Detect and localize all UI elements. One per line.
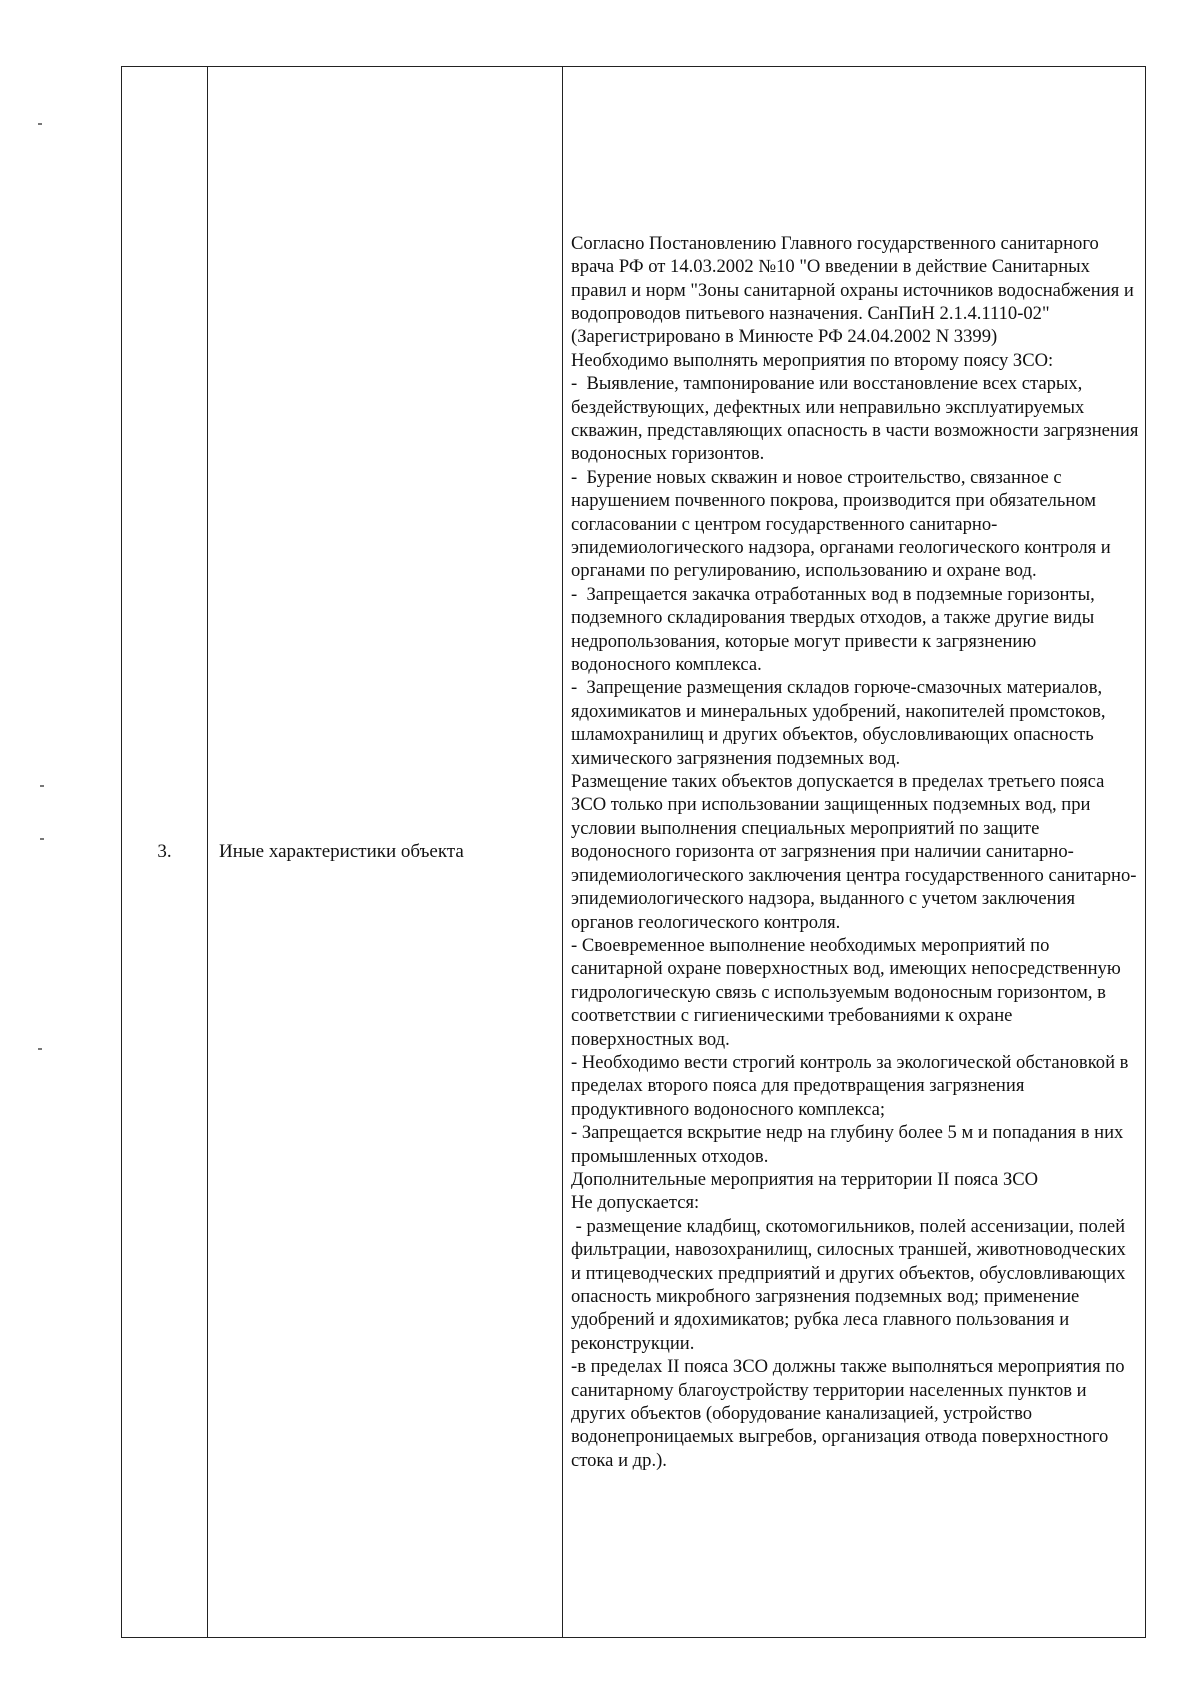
scan-speck bbox=[40, 785, 44, 787]
table-row bbox=[122, 67, 1146, 1638]
description-paragraph: Размещение таких объектов допускается в пределах третьего пояса ЗСО только при использовании защищенных подземных вод, при условии выполнения специальных мероприятий по защите водоносного горизонта от загрязнения при наличии санитарно-эпидемиологического заключения центра государственного санитарно-эпидемиологического надзора, выданного с учетом заключения органов геологического контроля. bbox=[571, 771, 1137, 933]
description-paragraph: - Выявление, тампонирование или восстановление всех старых, бездействующих, дефектных или неправильно эксплуатируемых скважин, представляющих опасность в части возможности загрязнения водоносных горизонтов. bbox=[571, 373, 1144, 465]
description-paragraph: - Запрещается закачка отработанных вод в подземные горизонты, подземного складирования твердых отходов, а также другие виды недропользования, которые могут привести к загрязнению водоносного комплекса. bbox=[571, 583, 1100, 676]
description-paragraph: Необходимо выполнять мероприятия по второму поясу ЗСО: bbox=[571, 349, 1054, 371]
description-paragraph: - Запрещение размещения складов горюче-смазочных материалов, ядохимикатов и минеральных удобрений, накопителей промстоков, шламохранилищ и других объектов, обусловливающих опасность химического загрязнения подземных вод. bbox=[571, 677, 1111, 769]
description-paragraph: -в пределах II пояса ЗСО должны также выполняться мероприятия по санитарному благоустройству территории населенных пунктов и других объектов (оборудование канализацией, устройство водонепроницаемых выгребов, организация отвода поверхностного стока и др.). bbox=[571, 1356, 1130, 1471]
row-label-cell bbox=[208, 67, 563, 1638]
description-paragraph: Не допускается: bbox=[571, 1192, 700, 1214]
row-label: Иные характеристики объекта bbox=[219, 841, 464, 862]
description-paragraph: - Бурение новых скважин и новое строительство, связанное с нарушением почвенного покрова, производится при обязательном согласовании с центром государственного санитарно-эпидемиологического надзора, органами геологического контроля и органами по регулированию, использованию и охране вод. bbox=[571, 466, 1116, 582]
row-number-cell bbox=[122, 67, 208, 1638]
scan-speck bbox=[40, 838, 44, 840]
description-paragraph: Согласно Постановлению Главного государственного санитарного врача РФ от 14.03.2002 №10 "О введении в действие Санитарных правил и норм "Зоны санитарной охраны источников водоснабжения и водопроводов питьевого назначения. СанПиН 2.1.4.1110-02" (Зарегистрировано в Минюсте РФ 24.04.2002 N 3399) bbox=[571, 232, 1139, 348]
characteristics-table bbox=[121, 66, 1146, 1638]
description-paragraph: Дополнительные мероприятия на территории II пояса ЗСО bbox=[571, 1168, 1039, 1190]
scan-speck bbox=[38, 1048, 42, 1050]
scan-speck bbox=[38, 123, 42, 125]
description-paragraph: - размещение кладбищ, скотомогильников, полей ассенизации, полей фильтрации, навозохранилищ, силосных траншей, животноводческих и птицеводческих предприятий и других объектов, обусловливающих опасность микробного загрязнения подземных вод; применение удобрений и ядохимикатов; рубка леса главного пользования и реконструкции. bbox=[571, 1215, 1131, 1354]
description-paragraph: - Запрещается вскрытие недр на глубину более 5 м и попадания в них промышленных отходов. bbox=[571, 1122, 1129, 1167]
row-description-cell bbox=[563, 67, 1146, 1638]
description-paragraph: - Своевременное выполнение необходимых мероприятий по санитарной охране поверхностных вод, имеющих непосредственную гидрологическую связь с используемым водоносным горизонтом, в соответствии с гигиеническими требованиями к охране поверхностных вод. bbox=[571, 934, 1126, 1050]
row-number: 3. bbox=[157, 841, 172, 862]
description-paragraph: - Необходимо вести строгий контроль за экологической обстановкой в пределах второго пояса для предотвращения загрязнения продуктивного водоносного комплекса; bbox=[571, 1051, 1134, 1120]
